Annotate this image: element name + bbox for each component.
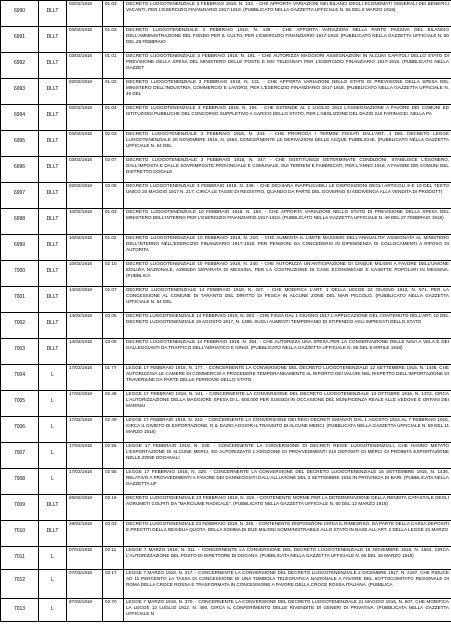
record-number: 7012 (1, 570, 39, 599)
act-description: DECRETO LUOGOTENENZIALE 10 FEBBRAIO 1918, N. 210. - CHE AUMENTA IL LIMITE MASSIMO DELL'ANNUALITA' ASSEGNATA AL MINISTERO DELL'INTERNO NELL'ESERCIZIO FINANZIARIO 1917-1918, PER PENSIONI DA CONCEDERSI IN DIPENDENZA DI COLLOCAMENTI A RIPOSO DI AUTORITA (124, 235, 451, 261)
table-row (1, 521, 451, 547)
page-ref: 03 07 (103, 157, 124, 183)
table-row (1, 339, 451, 365)
record-number: 7010 (1, 521, 39, 547)
page-ref: 02 48 (103, 391, 124, 417)
act-type: L (39, 365, 67, 391)
record-number: 7000 (1, 261, 39, 287)
table-row (1, 157, 451, 183)
record-number: 7009 (1, 495, 39, 521)
page-ref: 02 49 (103, 417, 124, 443)
act-type: L (39, 417, 67, 443)
page-ref: 03 70 (103, 599, 124, 622)
act-type: DLLT (39, 339, 67, 365)
act-date: 03/02/1918 (67, 1, 103, 27)
act-type: L (39, 547, 67, 570)
act-description: LEGGE 17 FEBBRAIO 1918, N. 242. - CONCERNENTE LA CONVERSIONE DEI REGI DECRETI EMANATI DAL 1 AGOSTO 1914 AL 7 FEBBRAIO 1915, CIRCA IL DIVIETO DI ESPORTAZIONE, O IL DAZIO AGGIOR IL TRANSITO DI ALCUNE MERCI. (PUBBLICATA NELLA GAZZETTA UFFICIALE N. 59 DEL 11 MARZO 1918) (124, 417, 451, 443)
act-date: 17/02/1918 (67, 417, 103, 443)
act-date: 17/02/1918 (67, 365, 103, 391)
record-number: 6996 (1, 157, 39, 183)
table-row (1, 417, 451, 443)
act-description: LEGGE 7 MARZO 1918, N. 370. - CONCERNENTE LA CONVERSIONE DEL DECRETO LUOGOTENENZIALE 21 MAGGIO 1916, N. 607, CHE MODIFICA LA LEGGE 12 LUGLIO 1912, N. 490, CIRCA IL CONFERIMENTO DELLE RIVENDITE DI GENERI DI PRIVATIVA. (PUBBLICATA NELLA GAZZETTA UFFICIALE N (124, 599, 451, 622)
act-type: DLLT (39, 287, 67, 313)
act-type: DLLT (39, 313, 67, 339)
act-type: L (39, 391, 67, 417)
act-description: DECRETO LUOGOTENENZIALE 23 FEBBRAIO 1918, N. 346. - CONTENENTE DISPOSIZIONI CIRCA IL RIMBORSO, DA PARTE DELLA CASSA DEPOSITI E PRESTITI DELLA RESIDUA QUOTA, DELLA SOMMA DI DUE MILIONI SOMMINISTRABILE ALLO STATO IN BASE ALL'ART. 2 DELLA LEGGE 31 MARZO (124, 521, 451, 547)
act-description: DECRETO LUOGOTENENZIALE 3 FEBBRAIO 1918, N. 194. - CHE ESTENDE AL 1 LUGLIO 1912 L'ASSEGNAZIONE A FAVORE DEI COMUNI ED ISTITUZIONI PUBBLICHE DEL CONCORSO SUPPLETIVO A CARICO DELLO STATO, PER L'ABOLIZIONE DEL DAZIO SUI FARINACEI. NELLA PA (124, 105, 451, 131)
record-number: 6993 (1, 79, 39, 105)
table-row (1, 105, 451, 131)
act-description: DECRETO LUOGOTENENZIALE 3 FEBBRAIO 1918, N. 139. - CHE APPORTA VARIAZIONI NELLA PARTE PASSIVA DEL BILANCIO DELL'AMMINISTRAZIONE DEL FONDO PER IL CULTO, PER L'ESERCIZIO FINANZIARIO 1917-1918. (PUBBLICATO NELLA GAZZETTA UFFICIALE N. 50 DEL 28 FEBBRAIO (124, 27, 451, 53)
act-description: LEGGE 17 FEBBRAIO 1918, N. 230. - CONCERNENTE LA CONVERSIONE DI DECRETI REGIE LUOGOTENENZIALI, CHE HANNO METATO L'ESPORTAZIONE DI ALCUNE MERCI, ED AUTORIZZATO L'ADOZIONE DI PROVVEDIMENTI SUI DEPOSITI DI MERCI DI PROIBITA ESPORTAZIONE NELLE ZONE DOGANALI (124, 443, 451, 469)
act-description: DECRETO LUOGOTENENZIALE 3 FEBBRAIO 1918, N. 348. - CHE DICHIARA INAPPLICABILI LE DISPOSIZIONI DEGLI ARTICOLI 9 E 10 DEL TESTO UNICO 20 MAGGIO 1917 N. 217, CIRCA LE TASSE DI REGISTRO, QUANDO DA PARTE DEL GOVERNO SI ADDIVENGA ALLA VENDITA DI PRODOTTI (124, 183, 451, 209)
act-date: 07/03/1918 (67, 599, 103, 622)
document-table-body (1, 1, 451, 622)
record-number: 7006 (1, 417, 39, 443)
act-description: DECRETO LUOGOTENENZIALE 14 FEBBRAIO 1918, N. 227. - CHE MODIFICA L'ART. 1 DELLA LEGGE 23 GIUGNO 1913, N. 571, PER LA CONCESSIONE AL COMUNE DI TARANTO DEL DIRITTO DI PESCA IN ALCUNE ZONE DEL MAR PICCOLO. (PUBBLICATO NELLA GAZZETTA UFFICIALE N. 54 DEL (124, 287, 451, 313)
record-number: 7005 (1, 391, 39, 417)
act-date: 03/02/1918 (67, 79, 103, 105)
page-ref: 02 55 (103, 469, 124, 495)
record-number: 7001 (1, 287, 39, 313)
table-row (1, 495, 451, 521)
act-description: DECRETO LUOGOTENENZIALE 3 FEBBRAIO 1918, N. 133. - CHE APPORTA VARIAZIONI NEI BILANCI DEGLI ECONOMATI GENERALI DEI BENEFICI VACANTI, PER L'ESERCIZIO FINANZIARIO 1917-1918. (PUBBLICATO NELLA GAZZETTA UFFICIALE N. 55 DEL 6 MARZO 1918) (124, 1, 451, 27)
act-date: 14/02/1918 (67, 339, 103, 365)
act-type: DLLT (39, 235, 67, 261)
act-description: DECRETO LUOGOTENENZIALE 10 FEBBRAIO 1918, N. 240. - CHE AUTORIZZA UN'ANTICIPAZIONE DI CINQUE MILIONI A FAVORE DELL'UNIONE EDILIZIA NAZIONALE, AZIENDA SEPARATA DI MESSINA, PER LA COSTRUZIONE DI CASE ECONOMICHE E CASETTE POPOLARI IN MESSINA. (PUBBLICA (124, 261, 451, 287)
act-type: L (39, 570, 67, 599)
record-number: 6999 (1, 235, 39, 261)
act-date: 07/03/1918 (67, 570, 103, 599)
act-date: 03/02/1918 (67, 27, 103, 53)
record-number: 6992 (1, 53, 39, 79)
table-row (1, 313, 451, 339)
page-ref: 01 03 (103, 209, 124, 235)
table-row (1, 365, 451, 391)
act-description: DECRETO LUOGOTENENZIALE 14 FEBBRAIO 1918, N. 354. - CHE AUTORIZZA UNA SPESA PER LA CONSERVAZIONE DELLE NAVI A VELA E DEI GALLEGGIANTI DA TRAFFICO DELL'ADRIATICO E IONIO. (PUBBLICATO NELLA GAZZETTA UFFICIALE N. 66 DEL 9 APRILE 1918) (124, 339, 451, 365)
act-date: 17/02/1918 (67, 443, 103, 469)
act-type: DLLT (39, 521, 67, 547)
act-description: DECRETO LUOGOTENENZIALE 3 FEBBRAIO 1918, N. 191. - CHE AUTORIZZA MAGGIORI ASSEGNAZIONI IN ALCUNI CAPITOLI DELLO STATO DI PREVISIONE DELLA SPESA DEL MINISTERO DELLE POSTE E DEI TELEGRAFI PER L'ESERCIZIO FINANZIARIO 1917-1918. (PUBBLICATO NELLA GAZZET (124, 53, 451, 79)
page-ref: 01 01 (103, 53, 124, 79)
act-type: DLLT (39, 1, 67, 27)
table-row (1, 261, 451, 287)
record-number: 6998 (1, 209, 39, 235)
table-row (1, 1, 451, 27)
act-date: 14/02/1918 (67, 287, 103, 313)
act-description: DECRETO LUOGOTENENZIALE 3 FEBBRAIO 1918, N. 343. - CHE PROROGA I TERMINI FISSATI DALL'ART. 4 DEL DECRETO LEGGE LUOGOTENENZIALE 20 NOVEMBRE 1916, N. 1664, CONCERNENTE LE DERIVAZIONI DELLE ACQUE PUBBLICHE. (PUBBLICATO NELLA GAZZETTA UFFICIALE N. 64 DEL (124, 131, 451, 157)
table-row (1, 183, 451, 209)
act-type: L (39, 599, 67, 622)
record-number: 7004 (1, 365, 39, 391)
page-ref: 03 11 (103, 547, 124, 570)
act-type: DLLT (39, 495, 67, 521)
act-date: 03/02/1918 (67, 183, 103, 209)
act-date: 10/02/1918 (67, 261, 103, 287)
record-number: 6995 (1, 131, 39, 157)
table-row (1, 209, 451, 235)
record-number: 7011 (1, 547, 39, 570)
page-ref: 03 17 (103, 570, 124, 599)
table-row (1, 547, 451, 570)
table-row (1, 27, 451, 53)
table-row (1, 570, 451, 599)
act-type: DLLT (39, 131, 67, 157)
act-date: 03/02/1918 (67, 131, 103, 157)
act-description: LEGGE 17 FEBBRAIO 1918, N. 241. - CONCERNENTE LA CONVERSIONE DEL DECRETO LUOGOTENENZIALE 13 OTTOBRE 1916, N. 1372, CIRCA L'AUTORIZZAZIONE DELLA MAGGIORE SPESA DI L. 500.000 PER SUSSIDI IN OCCASIONE DEL MUNIFICENZA REALE ALLE VEDOVE E ORFANI DEI MARINAI (124, 391, 451, 417)
act-type: DLLT (39, 105, 67, 131)
act-date: 07/03/1918 (67, 547, 103, 570)
table-row (1, 235, 451, 261)
page-ref: 02 55 (103, 443, 124, 469)
act-type: L (39, 469, 67, 495)
table-row (1, 53, 451, 79)
act-date: 03/02/1918 (67, 53, 103, 79)
act-type: DLLT (39, 27, 67, 53)
act-date: 03/02/1918 (67, 157, 103, 183)
act-description: LEGGE 17 FEBBRAIO 1918, N. 177. - CONCERNENTE LA CONVERSIONE DEL DECRETO LUOGOTENENZIALE 12 SETTEMBRE 1915, N. 1446, CHE AUTORIZZAVA LE CAMERE DI COMMERCIO A PROCEDERE TEMPORANEAMENTE AL RIPORTO DEI VALORI NEL RISPETTO DELL'IMPORTAZIONE DI TRAVERSINE DA PARTE DELLE FERROVIE DELLO STATO (124, 365, 451, 391)
record-number: 7003 (1, 339, 39, 365)
act-description: DECRETO LUOGOTENENZIALE 3 FEBBRAIO 1918, N. 347. - CHE SOSTITUISCE DETERMINATE CONDIZIONI, STABILISCE L'ESONERO, DALL'IMPOSTA E DALLE SOVRIMPOSTE PROVINCIALE E COMUNALE, SUI TERRENI E FABBRICATI, PER L'ANNO 1918, A FAVORE DEI COMUNI DEL DISTRETTO DOGALE (124, 157, 451, 183)
page-ref: 03 08 (103, 339, 124, 365)
act-type: DLLT (39, 79, 67, 105)
act-type: DLLT (39, 53, 67, 79)
page-ref: 01 03 (103, 1, 124, 27)
act-date: 17/02/1918 (67, 391, 103, 417)
record-number: 7008 (1, 469, 39, 495)
act-date: 10/02/1918 (67, 209, 103, 235)
act-description: DECRETO LUOGOTENENZIALE 3 FEBBRAIO 1918, N. 131. - CHE APPORTA VARIAZIONI NELLO STATO DI PREVISIONE DELLA SPESA DEL MINISTERO DELL'INDUSTRIA, COMMERCIO E LAVORO, PER L'ESERCIZIO FINANZIARIO 1917-1918. (PUBBLICATO NELLA GAZZETTA UFFICIALE N. 49 DEL (124, 79, 451, 105)
act-type: DLLT (39, 183, 67, 209)
act-description: DECRETO LUOGOTENENZIALE 14 FEBBRAIO 1918, N. 303. - CHE FISSA DAL 1 GIUGNO 1917 L'APPLICAZIONE DEL CONTENUTO DELL'ART. 10 DEL DECRETO LUOGOTENENZIALE 19 AGOSTO 1917, N. 1399, SUGLI AUMENTI TEMPORANEI DI STIPENDIO AGLI IMPIEGATI DELLO STATO (124, 313, 451, 339)
record-number: 6994 (1, 105, 39, 131)
act-type: L (39, 443, 67, 469)
table-row (1, 79, 451, 105)
table-row (1, 469, 451, 495)
act-type: DLLT (39, 157, 67, 183)
page-ref: 03 08 (103, 183, 124, 209)
act-description: DECRETO LUOGOTENENZIALE 23 FEBBRAIO 1918, N. 319. - CONTENENTE NORME PER LA DETERMINAZIONE DELLA RENDITA CATASTALE DEGLI AGRUMETI COLPITI DA "MARCIUME RADICALE". (PUBBLICATO NELLA GAZZETTA UFFICIALE N. 60 DEL 12 MARZO 1918) (124, 495, 451, 521)
record-number: 7007 (1, 443, 39, 469)
act-date: 28/02/1918 (67, 521, 103, 547)
record-number: 7002 (1, 313, 39, 339)
table-row (1, 443, 451, 469)
act-description: DECRETO LUOGOTENENZIALE 10 FEBBRAIO 1918, N. 193. - CHE APPORTA VARIAZIONI NELLO STATO DI PREVISIONE DELLA SPESA DEL MINISTERO DELL'INTERNO PER L'ESERCIZIO FINANZIARIO 1917-1918. (PUBBLICATO NELLA GAZZETTA UFFICIALE N. 49 DEL 27 FEBBRAIO 1918) (124, 209, 451, 235)
table-row (1, 131, 451, 157)
act-date: 03/02/1918 (67, 105, 103, 131)
page-ref: 03 05 (103, 313, 124, 339)
table-row (1, 391, 451, 417)
page-ref: 01 04 (103, 105, 124, 131)
record-number: 6990 (1, 1, 39, 27)
act-type: DLLT (39, 209, 67, 235)
table-row (1, 287, 451, 313)
act-description: LEGGE 7 MARZO 1918, N. 311. - CONCERNENTE LA CONVERSIONE DEL DECRETO LUOGOTENENZIALE 16 NOVEMBRE 1916, N. 1663, CIRCA L'AUTORIZZAZIONE DEL POSTO DI DIRETTORE DI DOGANA. (PUBBLICATA NELLA GAZZETTA UFFICIALE N. 65 DEL 18 MARZO 1918) (124, 547, 451, 570)
record-number: 6997 (1, 183, 39, 209)
page-ref: 01 02 (103, 235, 124, 261)
act-date: 14/02/1918 (67, 313, 103, 339)
act-description: LEGGE 7 MARZO 1918, N. 317. - CONCERNENTE LA CONVERSIONE DEL DECRETO LUOGOTENENZIALE 2 DICEMBRE 1917, N. 2197, CHE RIDUCE AD 11 PERCENTO LA TASSA DI CONCESSIONE DI UNA TOMBOLA TELEGRAFICA NAZIONALE A FAVORE DEL SOTTOCOMITATO REGIONALE DI ROMA DELLA CROCE ROSSA E TRASFORMATA IN CONCESSIONE A FAVORE DELLA CROCE ROSSA ITALIANA. (PUBBLICA (124, 570, 451, 599)
page-ref: 01 77 (103, 365, 124, 391)
page-ref: 02 10 (103, 261, 124, 287)
act-description: LEGGE 17 FEBBRAIO 1918, N. 320. - CONCERNENTE LA CONVERSIONE DEL DECRETO LUOGOTENENZIALE 16 SETTEMBRE 1915, N. 1436, RELATIVO A PROVVEDIMENTI A FAVORE DEI DANNEGGIATI DALL'ALLUVIONE DEL 3 SETTEMBRE 1915 IN PROVINCIA DI BARI. (PUBBLICATA NELLA GAZZETTA UF (124, 469, 451, 495)
record-number: 6991 (1, 27, 39, 53)
act-date: 28/02/1918 (67, 495, 103, 521)
page-ref: 02 07 (103, 287, 124, 313)
page-ref: 03 19 (103, 495, 124, 521)
table-row (1, 599, 451, 622)
page-ref: 01 03 (103, 27, 124, 53)
page-ref: 02 03 (103, 131, 124, 157)
page-ref: 01 02 (103, 79, 124, 105)
record-number: 7013 (1, 599, 39, 622)
act-type: DLLT (39, 261, 67, 287)
act-date: 17/02/1918 (67, 469, 103, 495)
act-date: 10/02/1918 (67, 235, 103, 261)
page-ref: 03 03 (103, 521, 124, 547)
